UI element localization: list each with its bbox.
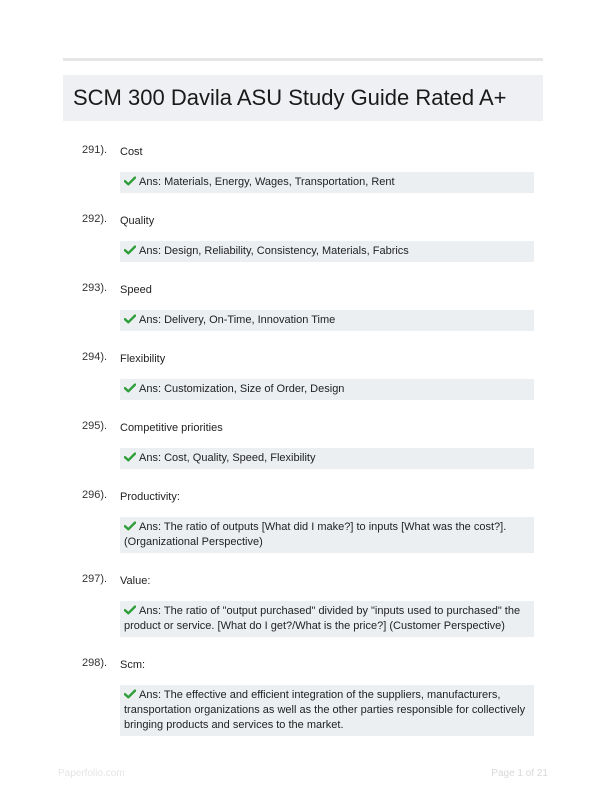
- question-text: Productivity:: [120, 491, 180, 503]
- question-number: 298).: [82, 657, 108, 669]
- answer-text: Ans: The effective and efficient integration of the suppliers, manufacturers, transportation organizations as well as the other parties responsible for collectively bringing products and services to the market.: [124, 689, 526, 731]
- answer-box: [120, 172, 534, 193]
- answer-text: Ans: Customization, Size of Order, Design: [139, 383, 345, 395]
- page-indicator: Page 1 of 21: [491, 768, 548, 779]
- question-number: 295).: [82, 420, 108, 432]
- checkmark-icon: [124, 689, 136, 699]
- answer-text: Ans: Cost, Quality, Speed, Flexibility: [139, 452, 316, 464]
- question-number: 296).: [82, 489, 108, 501]
- question-text: Speed: [120, 284, 152, 296]
- document-title: SCM 300 Davila ASU Study Guide Rated A+: [73, 85, 507, 110]
- top-divider: [63, 58, 543, 61]
- question-text: Cost: [120, 146, 143, 158]
- answer-box: [120, 379, 534, 400]
- checkmark-icon: [124, 383, 136, 393]
- checkmark-icon: [124, 314, 136, 324]
- answer-box: [120, 241, 534, 262]
- question-text: Competitive priorities: [120, 422, 223, 434]
- question-item: [0, 347, 606, 400]
- checkmark-icon: [124, 605, 136, 615]
- checkmark-icon: [124, 176, 136, 186]
- answer-box: [120, 601, 534, 637]
- checkmark-icon: [124, 452, 136, 462]
- question-item: [0, 416, 606, 469]
- question-number: 293).: [82, 282, 108, 294]
- question-text: Flexibility: [120, 353, 166, 365]
- question-text: Scm:: [120, 659, 146, 671]
- question-number: 294).: [82, 351, 108, 363]
- answer-text: Ans: Materials, Energy, Wages, Transportation, Rent: [139, 176, 395, 188]
- question-item: [0, 278, 606, 331]
- title-banner: [63, 75, 543, 121]
- question-text: Quality: [120, 215, 155, 227]
- checkmark-icon: [124, 521, 136, 531]
- answer-box: [120, 685, 534, 736]
- question-number: 292).: [82, 213, 108, 225]
- question-number: 291).: [82, 144, 108, 156]
- answer-text: Ans: The ratio of "output purchased" divided by "inputs used to purchased" the product or service. [What do I get?/What is the price?] (Customer Perspective): [124, 605, 521, 632]
- question-text: Value:: [120, 575, 151, 587]
- question-number: 297).: [82, 573, 108, 585]
- answer-box: [120, 310, 534, 331]
- answer-box: [120, 448, 534, 469]
- question-item: [0, 209, 606, 262]
- checkmark-icon: [124, 245, 136, 255]
- answer-text: Ans: Delivery, On-Time, Innovation Time: [139, 314, 336, 326]
- question-list: [0, 140, 606, 752]
- answer-text: Ans: Design, Reliability, Consistency, Materials, Fabrics: [139, 245, 409, 257]
- question-item: [0, 485, 606, 553]
- question-item: [0, 140, 606, 193]
- footer-site: Paperfolio.com: [58, 768, 125, 779]
- question-item: [0, 569, 606, 637]
- answer-text: Ans: The ratio of outputs [What did I make?] to inputs [What was the cost?]. (Organizational Perspective): [124, 521, 507, 548]
- question-item: [0, 653, 606, 736]
- answer-box: [120, 517, 534, 553]
